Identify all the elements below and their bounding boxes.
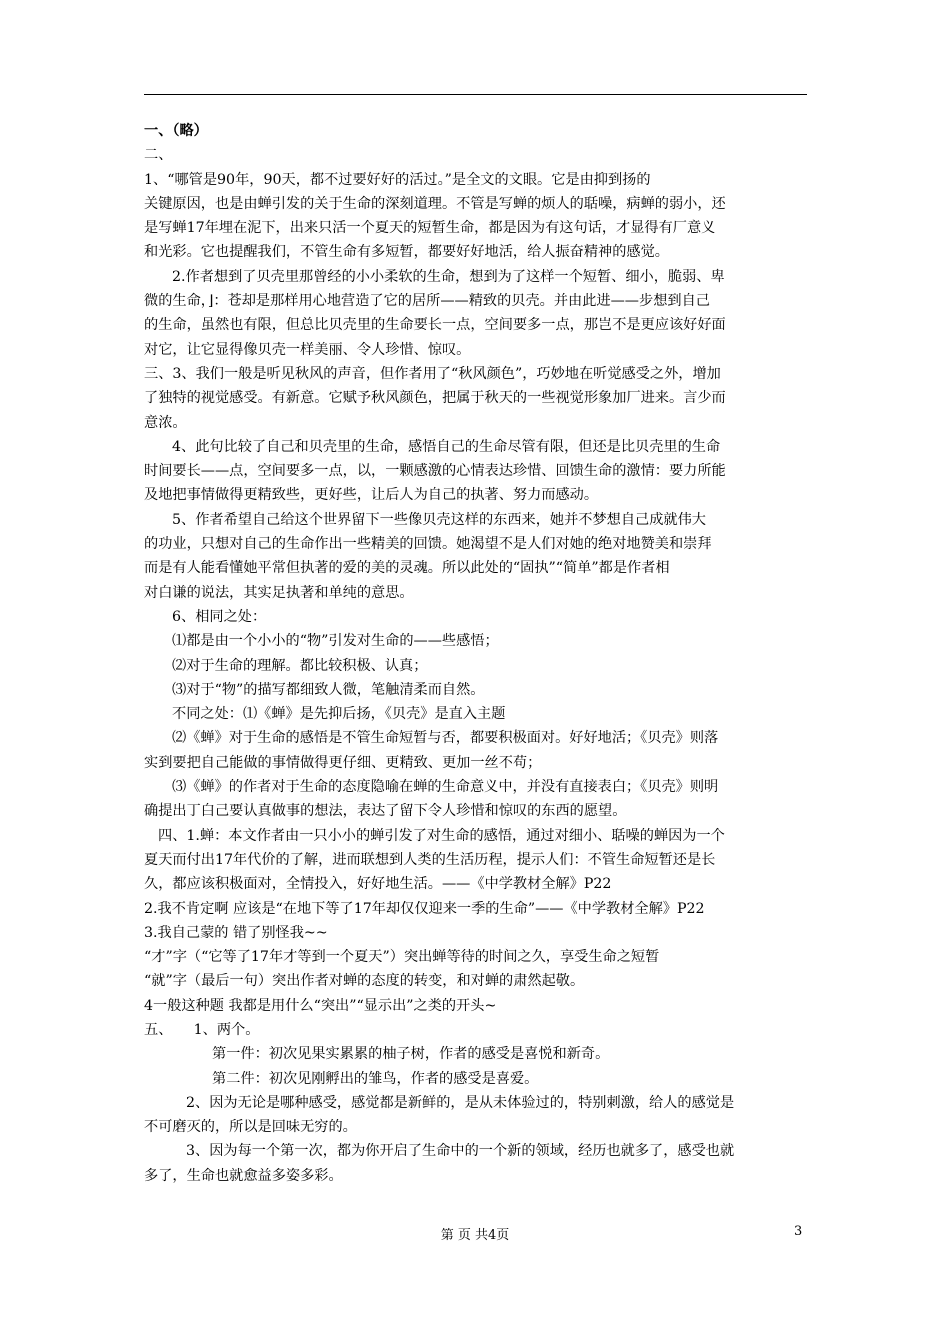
text-line: 微的生命，⌋：苍却是那样用心地营造了它的居所——精致的贝壳。并由此进——步想到自己 <box>144 293 710 310</box>
text-line: 实到要把自己能做的事情做得更仔细、更精致、更加一丝不苟； <box>144 754 542 771</box>
text-line: ⑵《蝉》对于生命的感悟是不管生命短暂与否，都要积极面对。好好地活；《贝壳》则落 <box>172 730 719 747</box>
text-line: “才”字（“它等了17年才等到一个夏天”）突出蝉等待的时间之久，享受生命之短暂 <box>144 949 660 966</box>
document-body <box>144 119 807 1188</box>
footer-page-number: 3 <box>794 1224 803 1239</box>
text-line: 四、1.蝉：本文作者由一只小小的蝉引发了对生命的感悟，通过对细小、聒噪的蝉因为一个 <box>158 827 725 844</box>
text-line: 不可磨灭的，所以是回味无穷的。 <box>144 1119 357 1136</box>
text-line: 是写蝉17年埋在泥下，出来只活一个夏天的短暂生命，都是因为有这句话，才显得有厂意义 <box>144 220 716 237</box>
text-line: 5、作者希望自己给这个世界留下一些像贝壳这样的东西来，她并不梦想自己成就伟大 <box>172 511 706 528</box>
text-line: 意浓。 <box>144 414 187 431</box>
text-line: 二、 <box>144 147 173 164</box>
text-line: 时间要长——点，空间要多一点，以，一颗感激的心情表达珍惜、回馈生命的激情：要力所能 <box>144 463 726 480</box>
text-line: ⑴都是由一个小小的“物”引发对生命的——些感悟； <box>172 633 499 650</box>
text-line: 一、（略） <box>144 123 208 139</box>
text-line: 及地把事情做得更精致些，更好些，让后人为自己的执著、努力而感动。 <box>144 487 599 504</box>
text-line: 了独特的视觉感受。有新意。它赋予秋风颜色，把属于秋天的一些视觉形象加厂进来。言少而 <box>144 390 726 407</box>
text-line: 2.作者想到了贝壳里那曾经的小小柔软的生命，想到为了这样一个短暂、细小，脆弱、卑 <box>172 268 725 285</box>
text-line: 对白谦的说法，其实足执著和单纯的意思。 <box>144 584 414 601</box>
text-line: ⑶对于“物”的描写都细致人微，笔触清柔而自然。 <box>172 681 485 698</box>
text-line: 而是有人能看懂她平常但执著的爱的美的灵魂。所以此处的“固执”“简单”都是作者相 <box>144 560 670 577</box>
text-line: 五、 1、两个。 <box>144 1021 260 1038</box>
text-line: 2、因为无论是哪种感受，感觉都是新鲜的，是从未体验过的，特别刺激，给人的感觉是 <box>186 1094 735 1111</box>
text-line: 关键原因，也是由蝉引发的关于生命的深刻道理。不管是写蝉的烦人的聒噪，病蝉的弱小，还 <box>144 195 726 212</box>
text-line: 久，都应该积极面对，全情投入，好好地生活。——《中学教材全解》P22 <box>144 876 612 893</box>
text-line: 三、3、我们一般是听见秋风的声音，但作者用了“秋风颜色”，巧妙地在听觉感受之外，增加 <box>144 365 721 382</box>
text-line: 对它，让它显得像贝壳一样美丽、令人珍惜、惊叹。 <box>144 341 471 358</box>
text-line: 4、此句比较了自己和贝壳里的生命，感悟自己的生命尽管有限，但还是比贝壳里的生命 <box>172 438 721 455</box>
text-line: 6、相同之处： <box>172 608 267 625</box>
text-line: 夏天而付出17年代价的了解，进而联想到人类的生活历程，提示人们：不管生命短暂还是长 <box>144 851 716 868</box>
text-line: ⑶《蝉》的作者对于生命的态度隐喻在蝉的生命意义中，并没有直接表白；《贝壳》则明 <box>172 779 719 796</box>
header-rule <box>144 94 807 95</box>
text-line: ⑵对于生命的理解。都比较积极、认真； <box>172 657 428 674</box>
text-line: 1、“哪管是90年，90天，都不过要好好的活过。”是全文的文眼。它是由抑到扬的 <box>144 171 651 188</box>
text-line: 2.我不肯定啊 应该是“在地下等了17年却仅仅迎来一季的生命”——《中学教材全解》P22 <box>144 900 705 917</box>
text-line: 确提出丁白己要认真做事的想法，表达了留下令人珍惜和惊叹的东西的愿望。 <box>144 803 627 820</box>
footer-page-label: 第 页 共4页 <box>440 1228 510 1243</box>
text-line: 和光彩。它也提醒我们，不管生命有多短暂，都要好好地活，给人振奋精神的感觉。 <box>144 244 669 261</box>
text-line: 3、因为每一个第一次，都为你开启了生命中的一个新的领域，经历也就多了，感受也就 <box>186 1143 735 1160</box>
text-line: 不同之处：⑴《蝉》是先抑后扬，《贝壳》是直入主题 <box>172 706 506 723</box>
text-line: 3.我自己蒙的 错了别怪我~~ <box>144 924 328 941</box>
text-line: 4一般这种题 我都是用什么“突出”“显示出”之类的开头~ <box>144 997 497 1014</box>
text-line: 第一件：初次见果实累累的柚子树，作者的感受是喜悦和新奇。 <box>212 1046 610 1063</box>
text-line: 的功业，只想对自己的生命作出一些精美的回馈。她渴望不是人们对她的绝对地赞美和崇拜 <box>144 536 712 553</box>
text-line: 的生命，虽然也有限，但总比贝壳里的生命要长一点，空间要多一点，那岂不是更应该好好面 <box>144 317 726 334</box>
text-line: “就”字（最后一句）突出作者对蝉的态度的转变，和对蝉的肃然起敬。 <box>144 973 585 990</box>
text-line: 第二件：初次见刚孵出的雏鸟，作者的感受是喜爱。 <box>212 1070 539 1087</box>
text-line: 多了，生命也就愈益多姿多彩。 <box>144 1167 343 1184</box>
